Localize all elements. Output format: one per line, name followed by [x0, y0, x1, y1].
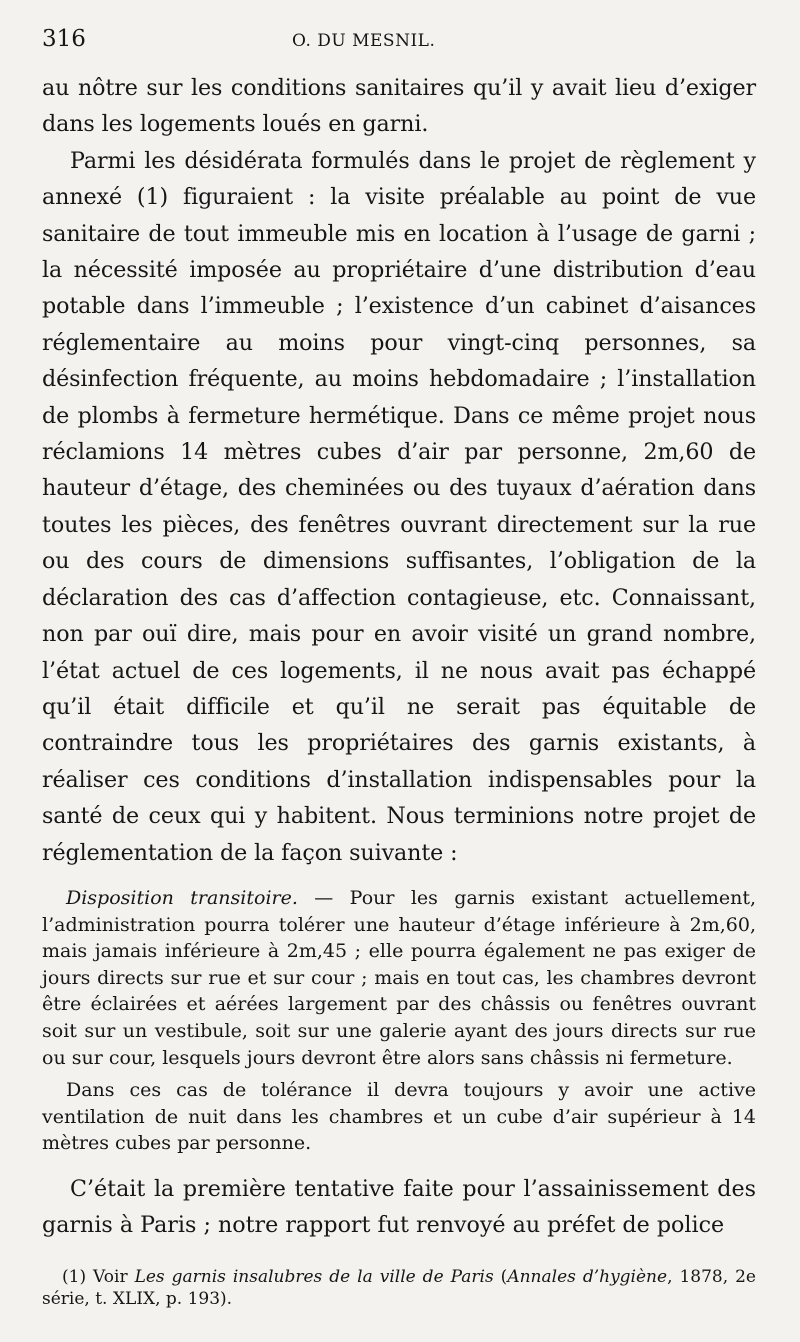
paragraph-continued: au nôtre sur les conditions sanitaires qu’il y avait lieu d’exiger dans les logements loués en garni. — [42, 75, 756, 138]
footnote-rest: , 1878, 2e série, t. XLIX, p. 193). — [42, 1266, 756, 1309]
page-header — [42, 26, 756, 70]
footnote-marker: (1) Voir — [62, 1266, 135, 1287]
quote-paragraph-1 — [42, 885, 756, 1071]
main-text — [42, 70, 756, 871]
footnote-journal: Annales d’hygiène — [507, 1266, 668, 1287]
footnote-title: Les garnis insalubres de la ville de Paris — [134, 1266, 494, 1287]
closing-paragraph: C’était la première tentative faite pour l’assainissement des garnis à Paris ; notre rapport fut renvoyé au préfet de police — [42, 1175, 756, 1239]
footnote — [42, 1266, 756, 1310]
page-number: 316 — [42, 26, 86, 52]
quoted-regulation — [42, 885, 756, 1157]
quote-paragraph-2: Dans ces cas de tolérance il devra toujours y avoir une active ventilation de nuit dans les chambres et un cube d’air supérieur à 14 mètres cubes par personne. — [42, 1079, 756, 1155]
quote-lead: Disposition transitoire. — [66, 886, 298, 909]
quote-paragraph-1-text: — Pour les garnis existant actuellement, l’administration pourra tolérer une hauteur d’étage inférieure à 2m,60, mais jamais inférieure à 2m,45 ; elle pourra également ne pas exiger de jours directs sur rue et sur cour ; mais en tout cas, les chambres devront être éclairées et aérées largement par des châssis ou fenêtres ouvrant soit sur un vestibule, soit sur une galerie ayant des jours directs sur rue ou sur cour, lesquels jours devront être alors sans châssis ni fermeture. — [42, 886, 757, 1069]
running-head: O. DU MESNIL. — [292, 31, 436, 51]
paragraph-desiderata: Parmi les désidérata formulés dans le projet de règlement y annexé (1) figuraient : la visite préalable au point de vue sanitaire de tout immeuble mis en location à l’usage de garni ; la nécessité imposée au propriétaire d’une distribution d’eau potable dans l’immeuble ; l’existence d’un cabinet d’aisances réglementaire au moins pour vingt-cinq personnes, sa désinfection fréquente, au moins hebdomadaire ; l’installation de plombs à fermeture hermétique. Dans ce même projet nous réclamions 14 mètres cubes d’air par personne, 2m,60 de hauteur d’étage, des cheminées ou des tuyaux d’aération dans toutes les pièces, des fenêtres ouvrant directement sur la rue ou des cours de dimensions suffisantes, l’obligation de la déclaration des cas d’affection contagieuse, etc. Connaissant, non par ouï dire, mais pour en avoir visité un grand nombre, l’état actuel de ces logements, il ne nous avait pas échappé qu’il était difficile et qu’il ne serait pas équitable de contraindre tous les propriétaires des garnis existants, à réaliser ces conditions d’installation indispensables pour la santé de ceux qui y habitent. Nous terminions notre projet de réglementation de la façon suivante : — [42, 147, 756, 866]
footnote-middle: ( — [493, 1266, 508, 1287]
